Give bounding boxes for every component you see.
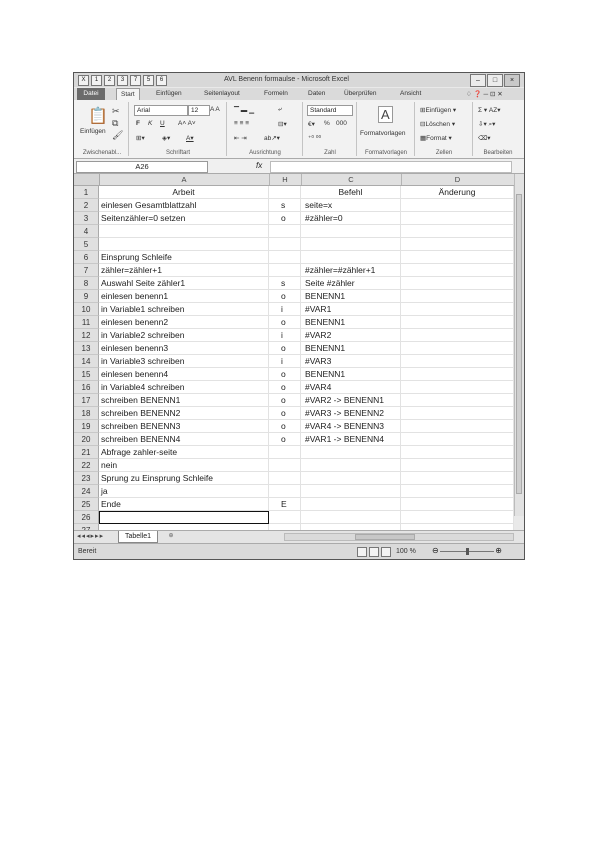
cell-c[interactable]: BENENN1: [301, 316, 401, 329]
cell-c[interactable]: BENENN1: [301, 342, 401, 355]
italic-button[interactable]: K: [148, 120, 153, 127]
cell-c[interactable]: #VAR2 -> BENENN1: [301, 394, 401, 407]
table-row: [74, 446, 514, 459]
row-header[interactable]: 15: [74, 368, 99, 381]
table-row: [74, 199, 514, 212]
cell-c[interactable]: #VAR1: [301, 303, 401, 316]
insert-cells-button[interactable]: ⊞Einfügen ▾: [420, 107, 457, 114]
cell-d[interactable]: [401, 199, 514, 212]
delete-cells-label: Löschen: [425, 121, 451, 128]
row-header[interactable]: 21: [74, 446, 99, 459]
ribbon: [74, 100, 524, 159]
cell-b[interactable]: o: [269, 368, 301, 381]
column-header-a[interactable]: A: [99, 174, 270, 185]
insert-cells-icon: ⊞: [420, 107, 426, 114]
cell-c[interactable]: [301, 446, 401, 459]
row-header[interactable]: 2: [74, 199, 99, 212]
zoom-slider[interactable]: [432, 548, 502, 555]
cell-c[interactable]: [301, 485, 401, 498]
minimize-button[interactable]: –: [470, 74, 486, 87]
cell-d[interactable]: [401, 511, 514, 524]
cell-a[interactable]: schreiben BENENN2: [99, 407, 269, 420]
group-label-font: Schriftart: [165, 150, 190, 156]
tab-review[interactable]: Überprüfen: [344, 90, 377, 97]
cell-b[interactable]: [269, 264, 301, 277]
group-clipboard: [76, 102, 129, 156]
cell-a[interactable]: Einsprung Schleife: [99, 251, 269, 264]
table-row: [74, 472, 514, 485]
cell-a[interactable]: einlesen benenn3: [99, 342, 269, 355]
table-row: [74, 303, 514, 316]
cell-c[interactable]: Seite #zähler: [301, 277, 401, 290]
styles-button[interactable]: Formatvorlagen: [360, 130, 406, 137]
paste-button[interactable]: Einfügen: [80, 128, 106, 135]
qat-key-2[interactable]: 2: [104, 75, 115, 86]
tab-data[interactable]: Daten: [308, 90, 326, 97]
window-controls: [470, 74, 520, 87]
cell-a[interactable]: schreiben BENENN1: [99, 394, 269, 407]
group-label-cells: Zellen: [435, 150, 453, 156]
table-row: [74, 251, 514, 264]
cell-b[interactable]: o: [269, 394, 301, 407]
cell-d[interactable]: [401, 472, 514, 485]
table-row: [74, 186, 514, 199]
ribbon-tabs: [74, 88, 524, 100]
align-left-icon[interactable]: ≡ ≡ ≡: [234, 120, 249, 127]
cell-b[interactable]: [269, 238, 301, 251]
cell-c[interactable]: #VAR4 -> BENENN3: [301, 420, 401, 433]
qat-key-1[interactable]: 1: [91, 75, 102, 86]
fill-color-icon[interactable]: ◈▾: [162, 135, 171, 142]
cell-c[interactable]: [301, 459, 401, 472]
cell-a[interactable]: nein: [99, 459, 269, 472]
horizontal-scrollbar[interactable]: [284, 533, 514, 541]
sheet-tab-bar: [74, 530, 524, 543]
font-color-icon[interactable]: A▾: [186, 135, 194, 142]
zoom-out-icon[interactable]: ⊖: [432, 546, 439, 555]
cell-c[interactable]: BENENN1: [301, 368, 401, 381]
cell-b[interactable]: o: [269, 381, 301, 394]
format-cells-label: Format: [426, 135, 447, 142]
cell-d[interactable]: [401, 329, 514, 342]
clear-icon[interactable]: ⌫▾: [478, 135, 491, 142]
tab-view[interactable]: Ansicht: [400, 90, 422, 97]
wrap-text-icon[interactable]: ⤶: [278, 106, 282, 113]
row-header[interactable]: 17: [74, 394, 99, 407]
name-box[interactable]: A26: [76, 161, 208, 173]
table-row: [74, 212, 514, 225]
group-font: [130, 102, 227, 156]
qat-key-5[interactable]: 5: [143, 75, 154, 86]
cell-b[interactable]: [269, 459, 301, 472]
tab-insert[interactable]: Einfügen: [156, 90, 182, 97]
row-header[interactable]: 9: [74, 290, 99, 303]
row-header[interactable]: 23: [74, 472, 99, 485]
zoom-level[interactable]: 100 %: [396, 548, 416, 555]
group-label-clipboard: Zwischenabl...: [82, 150, 122, 156]
row-header[interactable]: 4: [74, 225, 99, 238]
cell-b[interactable]: i: [269, 355, 301, 368]
cell-a[interactable]: [99, 511, 269, 524]
cell-c[interactable]: seite=x: [301, 199, 401, 212]
indent-icon[interactable]: ⇤ ⇥: [234, 135, 247, 142]
row-header[interactable]: 13: [74, 342, 99, 355]
cell-d[interactable]: [401, 251, 514, 264]
formula-input[interactable]: [270, 161, 512, 173]
excel-window: [73, 72, 525, 560]
cell-b[interactable]: o: [269, 342, 301, 355]
table-row: [74, 225, 514, 238]
cell-a[interactable]: in Variable3 schreiben: [99, 355, 269, 368]
table-row: [74, 329, 514, 342]
row-header[interactable]: 12: [74, 329, 99, 342]
cell-d[interactable]: [401, 303, 514, 316]
decimal-icon[interactable]: ⁺⁰ ⁰⁰: [308, 135, 322, 142]
group-label-alignment: Ausrichtung: [249, 150, 281, 156]
cell-c[interactable]: [301, 225, 401, 238]
cell-b[interactable]: s: [269, 199, 301, 212]
row-header[interactable]: 26: [74, 511, 99, 524]
window-title: AVL Benenn formaulse - Microsoft Excel: [224, 76, 349, 83]
cell-d[interactable]: Änderung: [401, 186, 514, 199]
cell-d[interactable]: [401, 277, 514, 290]
row-header[interactable]: 10: [74, 303, 99, 316]
cell-c[interactable]: #VAR2: [301, 329, 401, 342]
cell-b[interactable]: o: [269, 420, 301, 433]
table-row: [74, 485, 514, 498]
cell-d[interactable]: [401, 485, 514, 498]
formula-bar: [74, 159, 524, 174]
new-sheet-icon[interactable]: ⊕: [168, 533, 174, 539]
row-header[interactable]: 25: [74, 498, 99, 511]
cell-a[interactable]: ja: [99, 485, 269, 498]
normal-view-icon[interactable]: [357, 547, 367, 557]
cell-a[interactable]: einlesen benenn4: [99, 368, 269, 381]
cell-b[interactable]: E: [269, 498, 301, 511]
grid-rows: [74, 186, 514, 537]
cell-b[interactable]: o: [269, 433, 301, 446]
row-header[interactable]: 5: [74, 238, 99, 251]
close-button[interactable]: ×: [504, 74, 520, 87]
cell-d[interactable]: [401, 394, 514, 407]
qat-key-3[interactable]: 3: [117, 75, 128, 86]
group-styles: [358, 102, 415, 156]
group-number: [304, 102, 357, 156]
title-bar: [74, 73, 524, 87]
cell-d[interactable]: [401, 316, 514, 329]
group-editing: [474, 102, 522, 156]
font-name-select[interactable]: Arial: [134, 105, 188, 116]
cell-a[interactable]: in Variable4 schreiben: [99, 381, 269, 394]
vertical-scroll-thumb[interactable]: [516, 194, 522, 494]
cell-b[interactable]: [269, 251, 301, 264]
cell-c[interactable]: #VAR4: [301, 381, 401, 394]
paste-icon[interactable]: 📋: [88, 108, 108, 125]
cell-a[interactable]: einlesen Gesamtblattzahl: [99, 199, 269, 212]
cell-a[interactable]: Arbeit: [99, 186, 269, 199]
cell-d[interactable]: [401, 459, 514, 472]
fx-icon[interactable]: fx: [256, 161, 263, 170]
tab-page-layout[interactable]: Seitenlayout: [204, 90, 240, 97]
cell-c[interactable]: #zähler=#zähler+1: [301, 264, 401, 277]
cell-d[interactable]: [401, 498, 514, 511]
cell-a[interactable]: Auswahl Seite zähler1: [99, 277, 269, 290]
orientation-icon[interactable]: ab↗▾: [264, 135, 280, 142]
row-header[interactable]: 1: [74, 186, 99, 199]
tab-file[interactable]: Datei: [77, 88, 105, 100]
cell-d[interactable]: [401, 290, 514, 303]
horizontal-scroll-thumb[interactable]: [355, 534, 415, 540]
cell-c[interactable]: [301, 251, 401, 264]
table-row: [74, 316, 514, 329]
cell-a[interactable]: einlesen benenn2: [99, 316, 269, 329]
cell-d[interactable]: [401, 342, 514, 355]
table-row: [74, 368, 514, 381]
cell-c[interactable]: [301, 238, 401, 251]
cell-a[interactable]: Ende: [99, 498, 269, 511]
cell-b[interactable]: [269, 186, 301, 199]
cell-b[interactable]: i: [269, 329, 301, 342]
cell-b[interactable]: [269, 225, 301, 238]
border-icon[interactable]: ⊞▾: [136, 135, 145, 142]
merge-cells-icon[interactable]: ⊟▾: [278, 121, 287, 128]
row-header[interactable]: 8: [74, 277, 99, 290]
cell-c[interactable]: [301, 511, 401, 524]
cell-a[interactable]: Seitenzähler=0 setzen: [99, 212, 269, 225]
cell-d[interactable]: [401, 355, 514, 368]
cell-c[interactable]: Befehl: [301, 186, 401, 199]
thousands-button[interactable]: 000: [336, 120, 347, 127]
row-header[interactable]: 16: [74, 381, 99, 394]
table-row: [74, 290, 514, 303]
qat-key-7[interactable]: 7: [130, 75, 141, 86]
group-alignment: [228, 102, 303, 156]
cell-c[interactable]: [301, 472, 401, 485]
format-painter-icon[interactable]: 🖌: [112, 130, 124, 140]
tab-formulas[interactable]: Formeln: [264, 90, 288, 97]
cell-c[interactable]: [301, 498, 401, 511]
cell-c[interactable]: #VAR3: [301, 355, 401, 368]
cell-d[interactable]: [401, 368, 514, 381]
table-row: [74, 407, 514, 420]
currency-icon[interactable]: €▾: [308, 121, 315, 128]
cell-d[interactable]: [401, 407, 514, 420]
page-layout-view-icon[interactable]: [369, 547, 379, 557]
row-header[interactable]: 6: [74, 251, 99, 264]
font-size-arrows-icon[interactable]: A˄ A˅: [178, 120, 196, 127]
zoom-in-icon[interactable]: ⊕: [495, 546, 502, 555]
cell-a[interactable]: zähler=zähler+1: [99, 264, 269, 277]
group-cells: [416, 102, 473, 156]
table-row: [74, 355, 514, 368]
copy-icon[interactable]: ⧉: [112, 118, 119, 128]
help-icon[interactable]: ♢ ❓ ─ ⊡ ✕: [466, 91, 503, 98]
cell-a[interactable]: schreiben BENENN4: [99, 433, 269, 446]
cell-d[interactable]: [401, 446, 514, 459]
cell-d[interactable]: [401, 420, 514, 433]
cell-b[interactable]: o: [269, 212, 301, 225]
cell-b[interactable]: s: [269, 277, 301, 290]
group-label-styles: Formatvorlagen: [364, 150, 408, 156]
grow-font-icon[interactable]: A A: [210, 106, 220, 113]
group-label-number: Zahl: [324, 150, 336, 156]
vertical-scrollbar[interactable]: [514, 174, 524, 516]
cell-d[interactable]: [401, 381, 514, 394]
cell-c[interactable]: BENENN1: [301, 290, 401, 303]
cell-a[interactable]: Sprung zu Einsprung Schleife: [99, 472, 269, 485]
cell-d[interactable]: [401, 212, 514, 225]
row-header[interactable]: 20: [74, 433, 99, 446]
cell-b[interactable]: [269, 511, 301, 524]
column-header-h[interactable]: H: [269, 174, 302, 185]
table-row: [74, 394, 514, 407]
font-size-select[interactable]: 12: [188, 105, 210, 116]
status-ready: Bereit: [78, 548, 97, 555]
tab-start[interactable]: Start: [116, 88, 140, 101]
cell-a[interactable]: schreiben BENENN3: [99, 420, 269, 433]
cut-icon[interactable]: ✂: [112, 106, 120, 116]
excel-logo-icon: X: [78, 75, 89, 86]
cell-c[interactable]: #zähler=0: [301, 212, 401, 225]
view-buttons: [357, 547, 391, 557]
row-header[interactable]: 14: [74, 355, 99, 368]
autosum-icon[interactable]: Σ ▾ AZ▾: [478, 107, 501, 114]
cell-a[interactable]: einlesen benenn1: [99, 290, 269, 303]
row-header[interactable]: 11: [74, 316, 99, 329]
cell-d[interactable]: [401, 264, 514, 277]
insert-cells-label: Einfügen: [425, 107, 452, 114]
number-format-select[interactable]: Standard: [307, 105, 353, 116]
quick-access-toolbar: [78, 75, 167, 86]
table-row: [74, 511, 514, 524]
cell-b[interactable]: [269, 472, 301, 485]
status-bar: [74, 543, 524, 560]
delete-cells-button[interactable]: ⊟Löschen ▾: [420, 121, 456, 128]
cell-a[interactable]: in Variable2 schreiben: [99, 329, 269, 342]
column-header-c[interactable]: C: [301, 174, 402, 185]
maximize-button[interactable]: □: [487, 74, 503, 87]
cell-a[interactable]: in Variable1 schreiben: [99, 303, 269, 316]
zoom-knob[interactable]: [466, 548, 469, 555]
cell-b[interactable]: o: [269, 290, 301, 303]
fill-icon[interactable]: ⇩▾ ⌕▾: [478, 121, 496, 128]
cell-c[interactable]: #VAR3 -> BENENN2: [301, 407, 401, 420]
table-row: [74, 498, 514, 511]
cell-c[interactable]: #VAR1 -> BENENN4: [301, 433, 401, 446]
select-all-corner[interactable]: [74, 174, 100, 185]
cell-b[interactable]: o: [269, 316, 301, 329]
cell-a[interactable]: Abfrage zahler-seite: [99, 446, 269, 459]
table-row: [74, 264, 514, 277]
row-header[interactable]: 19: [74, 420, 99, 433]
table-row: [74, 381, 514, 394]
page-break-view-icon[interactable]: [381, 547, 391, 557]
row-header[interactable]: 7: [74, 264, 99, 277]
row-header[interactable]: 22: [74, 459, 99, 472]
cell-b[interactable]: [269, 446, 301, 459]
table-row: [74, 238, 514, 251]
column-header-d[interactable]: D: [401, 174, 515, 185]
cell-b[interactable]: [269, 485, 301, 498]
bold-button[interactable]: F: [136, 120, 140, 127]
qat-key-6[interactable]: 6: [156, 75, 167, 86]
table-row: [74, 433, 514, 446]
cell-a[interactable]: [99, 238, 269, 251]
row-header[interactable]: 24: [74, 485, 99, 498]
sheet-tab-tabelle1[interactable]: Tabelle1: [118, 531, 158, 543]
delete-cells-icon: ⊟: [420, 121, 426, 128]
cell-d[interactable]: [401, 225, 514, 238]
table-row: [74, 342, 514, 355]
format-cells-icon: ▦: [420, 135, 427, 142]
align-top-icon[interactable]: ▔ ▬ ▁: [234, 107, 255, 114]
row-header[interactable]: 3: [74, 212, 99, 225]
table-row: [74, 277, 514, 290]
table-row: [74, 420, 514, 433]
table-row: [74, 459, 514, 472]
cell-b[interactable]: o: [269, 407, 301, 420]
cell-a[interactable]: [99, 225, 269, 238]
sheet-nav-arrows-icon[interactable]: ◂◂◂▸▸▸: [77, 533, 105, 540]
column-header-row: [74, 174, 514, 186]
cell-b[interactable]: i: [269, 303, 301, 316]
styles-icon[interactable]: A: [378, 106, 393, 123]
percent-button[interactable]: %: [324, 120, 330, 127]
row-header[interactable]: 18: [74, 407, 99, 420]
group-label-editing: Bearbeiten: [483, 150, 513, 156]
cell-d[interactable]: [401, 238, 514, 251]
cell-d[interactable]: [401, 433, 514, 446]
format-cells-button[interactable]: ▦Format ▾: [420, 135, 452, 142]
underline-button[interactable]: U: [160, 120, 165, 127]
